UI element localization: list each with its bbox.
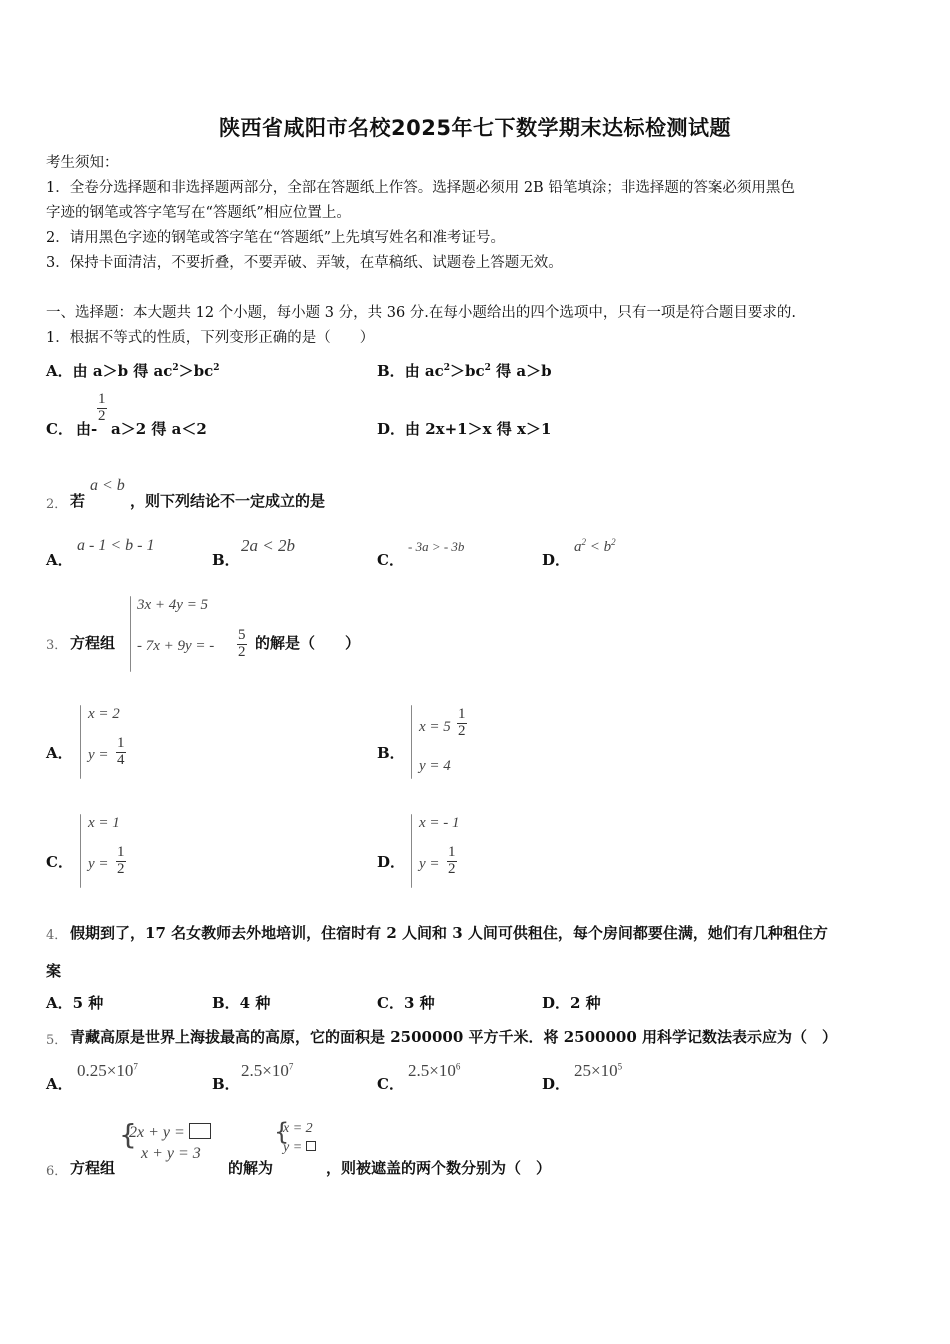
base-a: a [574,539,582,555]
q5-option-a-label[interactable]: A． [46,1075,73,1093]
q3-option-b-fraction [457,707,467,740]
exponent: 2 [213,363,220,373]
page-title: 陕西省咸阳市名校2025年七下数学期末达标检测试题 [219,116,731,140]
option-label: D． [377,420,406,438]
q5-stem: 青藏高原是世界上海拔最高的高原，它的面积是 2500000 平方千米．将 2500000 用科学记数法表示应为（ ） [70,1028,838,1046]
q3-option-b-label[interactable]: B． [377,744,405,762]
q3-eq2: - 7x + 9y = - [137,638,215,654]
q6-sol1: x = 2 [283,1121,313,1136]
option-text: 由 a＞b 得 ac [72,362,173,380]
q2-option-a[interactable]: a - 1 < b - 1 [77,537,155,554]
fraction-numerator: 1 [117,735,125,751]
q2-option-d-label[interactable]: D． [542,551,571,569]
option-label: A． [46,362,73,380]
q5-option-c-label[interactable]: C． [377,1075,404,1093]
q6-solution-brace: { [274,1118,290,1146]
notice-item-2: 2．请用黑色字迹的钢笔或答字笔在“答题纸”上先填写姓名和准考证号。 [46,230,506,246]
q4-option-a[interactable]: A．5 种 [46,994,104,1012]
q5-option-b[interactable] [241,1061,293,1081]
q3-option-b-y[interactable]: y = 4 [419,758,451,774]
q3-stem: 的解是（ ） [255,634,361,652]
q5-option-d-label[interactable]: D． [542,1075,571,1093]
q3-eq2-fraction [237,628,247,661]
q2-option-d[interactable] [574,537,616,556]
q2-pre: 若 [70,492,86,510]
q4-option-d[interactable]: D．2 种 [542,994,601,1012]
q3-option-c-x[interactable]: x = 1 [88,815,120,831]
fraction-denominator: 2 [117,860,125,877]
q3-option-c-brace [80,814,81,888]
q2-option-a-label[interactable]: A． [46,551,73,569]
sol2-text: y = [283,1140,303,1155]
fraction-denominator: 2 [98,407,106,424]
q5-option-c[interactable] [408,1061,460,1081]
fraction-denominator: 2 [458,722,466,739]
q3-option-b-x[interactable]: x = 5 [419,719,451,735]
q3-option-a-fraction [116,736,126,769]
fraction-numerator: 5 [238,627,246,643]
q1-option-c-pre: 由- [76,420,98,438]
mantissa: 25×10 [574,1061,618,1080]
q3-option-c-label[interactable]: C． [46,853,73,871]
notice-item-1b: 字迹的钢笔或答字笔写在“答题纸”相应位置上。 [46,205,351,221]
fraction-denominator: 2 [238,643,246,660]
notice-item-1a: 1．全卷分选择题和非选择题两部分，全部在答题纸上作答。选择题必须用 2B 铅笔填涂；非选择题的答案必须用黑色 [46,180,795,196]
section-heading: 一、选择题：本大题共 12 个小题，每小题 3 分，共 36 分.在每小题给出的四个选项中，只有一项是符合题目要求的. [46,305,796,321]
exponent: 5 [617,1061,623,1072]
q6-eq2: x + y = 3 [141,1145,201,1162]
q2-condition: a < b [90,477,125,494]
covered-box [189,1123,211,1139]
q1-option-c[interactable]: a＞2 得 a＜2 [111,420,207,438]
q2-option-b-label[interactable]: B． [212,551,240,569]
option-text: 得 a＞b [490,362,552,380]
q3-option-d-label[interactable]: D． [377,853,406,871]
q3-option-d-x[interactable]: x = - 1 [419,815,460,831]
q3-option-d-brace [411,814,412,888]
q6-pre: 方程组 [70,1159,116,1177]
q4-option-b[interactable]: B．4 种 [212,994,271,1012]
q1-option-a[interactable] [46,360,220,381]
q1-option-b[interactable] [377,360,552,381]
fraction-numerator: 1 [458,706,466,722]
q6-brace: { [119,1118,137,1151]
q5-number: 5． [46,1033,68,1048]
q3-option-a-y[interactable]: y = [88,747,109,763]
q4-number: 4． [46,928,68,943]
q6-eq1 [129,1123,211,1142]
q3-pre: 方程组 [70,634,116,652]
q5-option-d[interactable] [574,1061,622,1081]
q6-sol2 [283,1140,316,1156]
q5-option-b-label[interactable]: B． [212,1075,240,1093]
exponent: 6 [455,1061,461,1072]
q1-stem: 1．根据不等式的性质，下列变形正确的是（ ） [46,330,375,346]
q3-option-c-y[interactable]: y = [88,856,109,872]
option-text: 由 2x+1＞x 得 x＞1 [405,420,552,438]
q6-mid: 的解为 [228,1159,274,1177]
fraction-denominator: 4 [117,751,125,768]
q3-option-a-x[interactable]: x = 2 [88,706,120,722]
option-text: 由 ac [404,362,444,380]
q4-stem-line1: 假期到了，17 名女教师去外地培训，住宿时有 2 人间和 3 人间可供租住，每个房间都要住满，她们有几种租住方 [70,924,828,942]
mantissa: 0.25×10 [77,1061,134,1080]
q1-option-d[interactable] [377,418,551,439]
option-text: ＞bc [178,362,214,380]
q1-option-c-fraction [97,392,107,425]
notice-heading: 考生须知： [46,155,119,171]
q6-number: 6． [46,1164,68,1179]
q3-number: 3． [46,638,68,653]
option-label: B． [377,362,405,380]
fraction-numerator: 1 [117,844,125,860]
rhs: < b [586,539,612,555]
q2-option-b[interactable]: 2a < 2b [241,536,295,555]
exponent: 2 [484,363,491,373]
fraction-denominator: 2 [448,860,456,877]
notice-item-3: 3．保持卡面清洁，不要折叠，不要弄破、弄皱，在草稿纸、试题卷上答题无效。 [46,255,563,271]
q2-stem: ，则下列结论不一定成立的是 [130,492,326,510]
q3-eq1: 3x + 4y = 5 [137,597,209,613]
q3-option-d-fraction [447,845,457,878]
q3-option-c-fraction [116,845,126,878]
q3-option-a-brace [80,705,81,779]
q2-option-c-label[interactable]: C． [377,551,404,569]
q3-option-b-brace [411,705,412,779]
q5-option-a[interactable] [77,1061,138,1081]
q3-option-a-label[interactable]: A． [46,744,73,762]
q6-stem: ，则被遮盖的两个数分别为（ ） [326,1159,552,1177]
eq1-text: 2x + y = [129,1124,185,1141]
q3-option-d-y[interactable]: y = [419,856,440,872]
exponent: 2 [611,537,616,547]
fraction-numerator: 1 [448,844,456,860]
option-text: ＞bc [450,362,485,380]
mantissa: 2.5×10 [241,1061,289,1080]
exponent: 7 [288,1061,294,1072]
mantissa: 2.5×10 [408,1061,456,1080]
q4-stem-line2: 案 [46,962,62,980]
q4-option-c[interactable]: C．3 种 [377,994,435,1012]
q3-system-brace [130,596,131,672]
exponent: 2 [581,537,586,547]
q2-number: 2． [46,497,68,512]
exponent: 7 [133,1061,138,1072]
q2-option-c[interactable]: - 3a > - 3b [408,539,465,554]
exponent: 2 [172,363,179,373]
q1-option-c-label: C． [46,420,73,438]
covered-box [306,1141,316,1151]
exponent: 2 [443,363,451,373]
fraction-numerator: 1 [98,391,106,407]
